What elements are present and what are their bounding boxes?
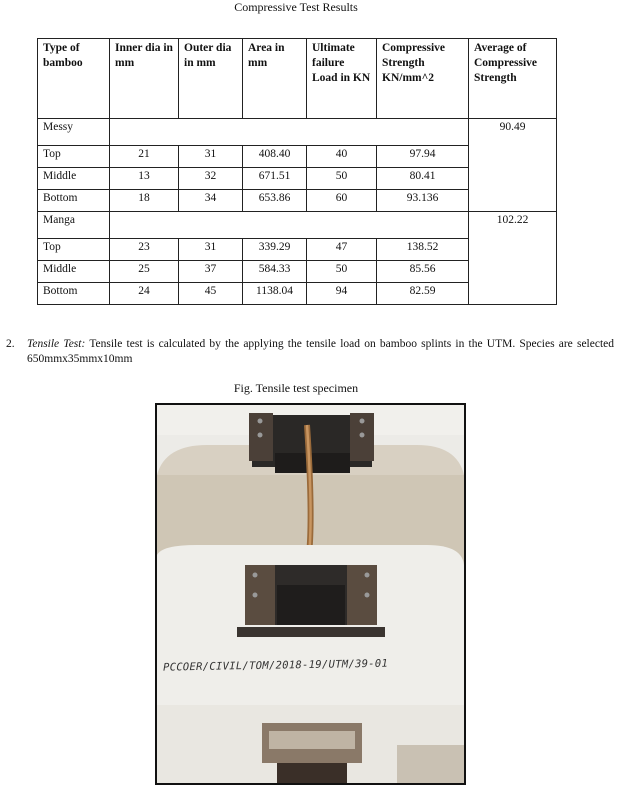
section-text: Tensile test is calculated by the applying the tensile load on bamboo splints in the UTM. Species are selected 650mmx35mmx10mm (27, 338, 615, 365)
area-cell: 408.40 (243, 146, 307, 168)
list-number: 2. (6, 338, 15, 350)
header-outer-dia: Outer dia in mm (179, 39, 243, 119)
header-average: Average of Compressive Strength (469, 39, 557, 119)
load-cell: 40 (307, 146, 377, 168)
area-cell: 339.29 (243, 239, 307, 261)
outer-dia-cell: 32 (179, 168, 243, 190)
header-area: Area in mm (243, 39, 307, 119)
group-average: 90.49 (469, 119, 557, 212)
header-compressive-strength: Compressive Strength KN/mm^2 (377, 39, 469, 119)
header-row (38, 39, 557, 119)
row-label: Bottom (38, 283, 110, 305)
group-name: Manga (38, 212, 110, 239)
load-cell: 50 (307, 168, 377, 190)
row-label: Middle (38, 261, 110, 283)
area-cell: 584.33 (243, 261, 307, 283)
header-inner-dia: Inner dia in mm (110, 39, 179, 119)
group-spacer (110, 212, 469, 239)
table-caption: Compressive Test Results (234, 0, 358, 14)
strength-cell: 80.41 (377, 168, 469, 190)
inner-dia-cell: 24 (110, 283, 179, 305)
strength-cell: 93.136 (377, 190, 469, 212)
group-row (38, 212, 557, 239)
group-spacer (110, 119, 469, 146)
header-failure-load: Ultimate failure Load in KN (307, 39, 377, 119)
outer-dia-cell: 34 (179, 190, 243, 212)
paragraph-body (27, 337, 614, 367)
load-cell: 50 (307, 261, 377, 283)
photo-inscription: PCCOER/CIVIL/TOM/2018-19/UTM/39-01 (162, 657, 389, 674)
area-cell: 671.51 (243, 168, 307, 190)
area-cell: 1138.04 (243, 283, 307, 305)
strength-cell: 85.56 (377, 261, 469, 283)
tensile-test-photo (155, 403, 466, 785)
strength-cell: 82.59 (377, 283, 469, 305)
area-cell: 653.86 (243, 190, 307, 212)
figure-caption: Fig. Tensile test specimen (233, 381, 359, 395)
outer-dia-cell: 37 (179, 261, 243, 283)
group-average: 102.22 (469, 212, 557, 305)
row-label: Middle (38, 168, 110, 190)
tensile-test-paragraph (6, 337, 615, 367)
row-label: Top (38, 239, 110, 261)
outer-dia-cell: 31 (179, 239, 243, 261)
header-type: Type of bamboo (38, 39, 110, 119)
inner-dia-cell: 25 (110, 261, 179, 283)
load-cell: 47 (307, 239, 377, 261)
group-name: Messy (38, 119, 110, 146)
group-row (38, 119, 557, 146)
section-title: Tensile Test: (27, 338, 86, 350)
compressive-results-table (37, 38, 557, 305)
inner-dia-cell: 21 (110, 146, 179, 168)
inner-dia-cell: 13 (110, 168, 179, 190)
row-label: Top (38, 146, 110, 168)
inner-dia-cell: 18 (110, 190, 179, 212)
utm-machine-illustration (157, 405, 464, 783)
row-label: Bottom (38, 190, 110, 212)
outer-dia-cell: 45 (179, 283, 243, 305)
inner-dia-cell: 23 (110, 239, 179, 261)
outer-dia-cell: 31 (179, 146, 243, 168)
load-cell: 94 (307, 283, 377, 305)
strength-cell: 97.94 (377, 146, 469, 168)
strength-cell: 138.52 (377, 239, 469, 261)
load-cell: 60 (307, 190, 377, 212)
